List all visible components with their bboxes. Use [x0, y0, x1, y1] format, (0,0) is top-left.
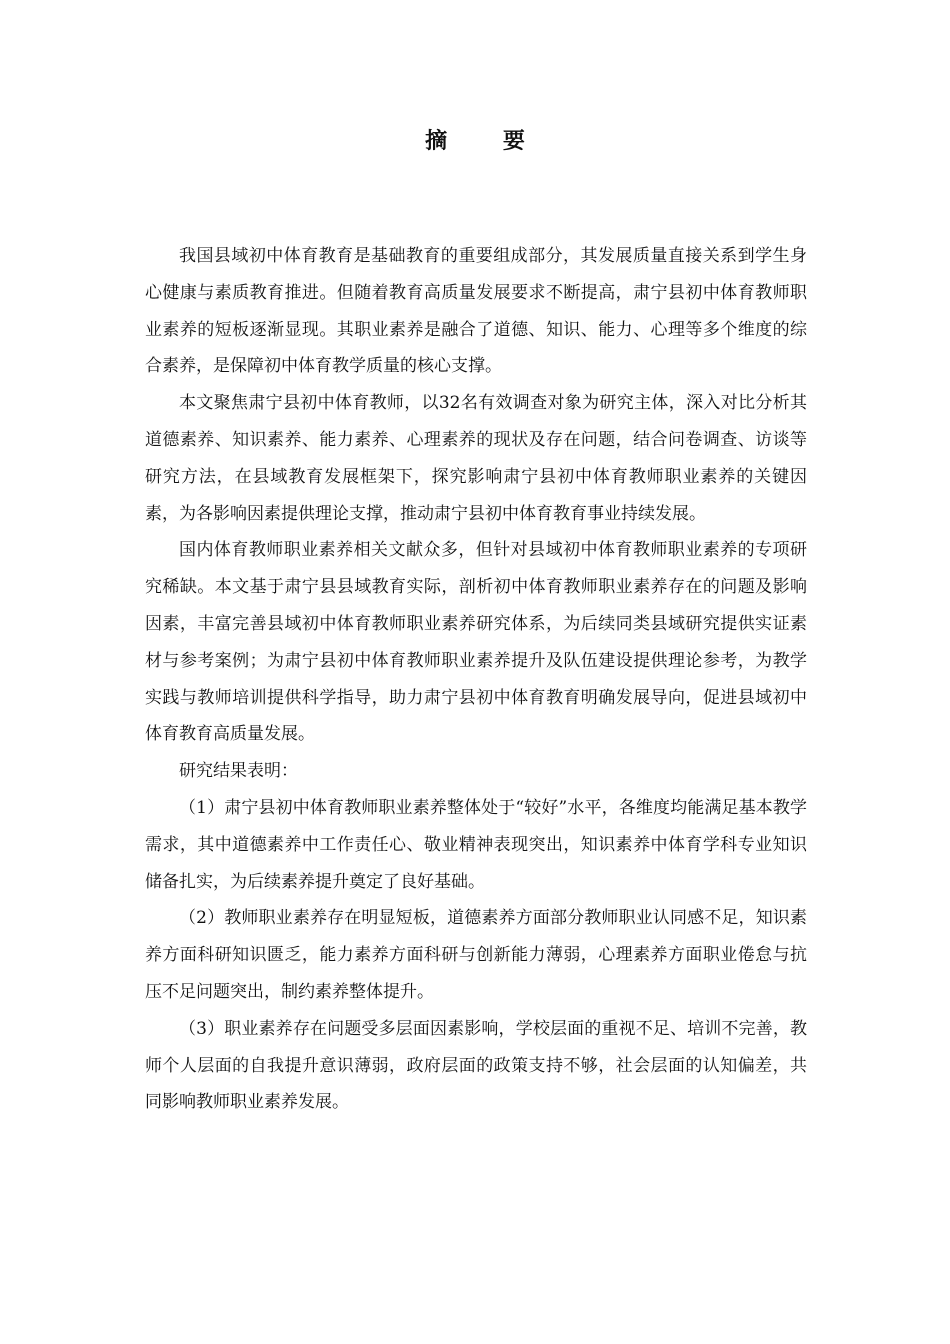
paragraph-significance: 国内体育教师职业素养相关文献众多，但针对县域初中体育教师职业素养的专项研究稀缺。本文基于肃宁县县域教育实际，剖析初中体育教师职业素养存在的问题及影响因素，丰富完善县域初中体育教师职业素养研究体系，为后续同类县域研究提供实证素材与参考案例；为肃宁县初中体育教师职业素养提升及队伍建设提供理论参考，为教学实践与教师培训提供科学指导，助力肃宁县初中体育教育明确发展导向，促进县域初中体育教育高质量发展。	[145, 540, 807, 745]
paragraph-results-intro: 研究结果表明：	[179, 761, 298, 782]
paragraph-result-3: （3）职业素养存在问题受多层面因素影响，学校层面的重视不足、培训不完善，教师个人层面的自我提升意识薄弱，政府层面的政策支持不够，社会层面的认知偏差，共同影响教师职业素养发展。	[145, 1018, 807, 1113]
paragraph-background: 我国县域初中体育教育是基础教育的重要组成部分，其发展质量直接关系到学生身心健康与素质教育推进。但随着教育高质量发展要求不断提高，肃宁县初中体育教师职业素养的短板逐渐显现。其职业素养是融合了道德、知识、能力、心理等多个维度的综合素养，是保障初中体育教学质量的核心支撑。	[145, 246, 807, 377]
paragraph-focus: 本文聚焦肃宁县初中体育教师，以32名有效调查对象为研究主体，深入对比分析其道德素养、知识素养、能力素养、心理素养的现状及存在问题，结合问卷调查、访谈等研究方法，在县域教育发展框架下，探究影响肃宁县初中体育教师职业素养的关键因素，为各影响因素提供理论支撑，推动肃宁县初中体育教育事业持续发展。	[145, 393, 807, 524]
paragraph-result-2: （2）教师职业素养存在明显短板，道德素养方面部分教师职业认同感不足，知识素养方面科研知识匮乏，能力素养方面科研与创新能力薄弱，心理素养方面职业倦怠与抗压不足问题突出，制约素养整体提升。	[145, 908, 807, 1002]
paragraph-result-1: （1）肃宁县初中体育教师职业素养整体处于“较好”水平，各维度均能满足基本教学需求，其中道德素养中工作责任心、敬业精神表现突出，知识素养中体育学科专业知识储备扎实，为后续素养提升奠定了良好基础。	[145, 797, 807, 892]
page-title: 摘 要	[425, 128, 549, 154]
abstract-body	[145, 238, 807, 1121]
